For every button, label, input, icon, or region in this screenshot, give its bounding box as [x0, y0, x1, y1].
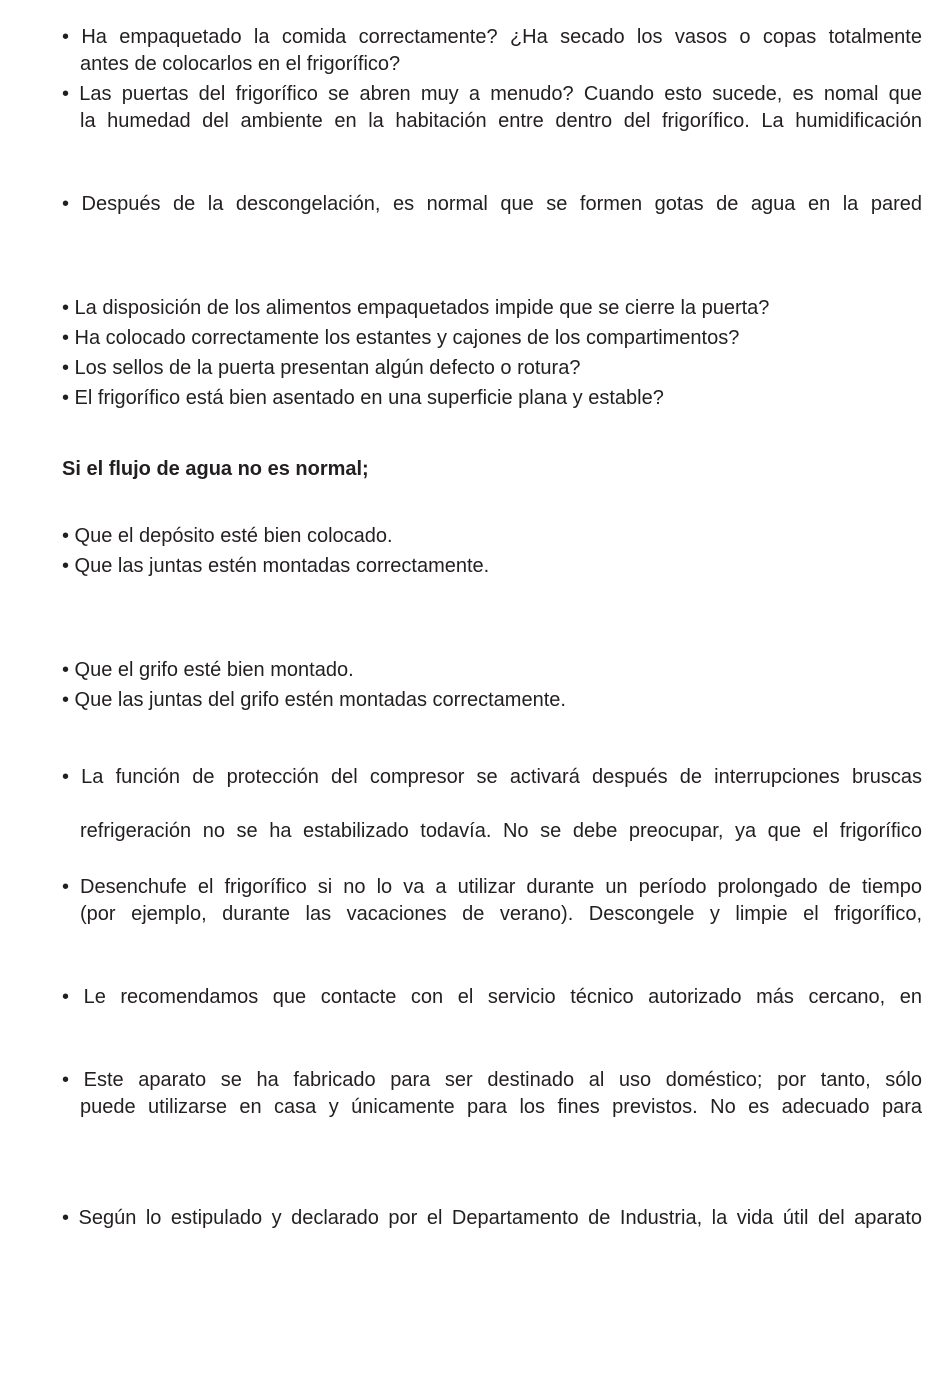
text-line: • Desenchufe el frigorífico si no lo va a utilizar durante un período prolongado de tiempo: [62, 876, 922, 898]
text-line: • Este aparato se ha fabricado para ser destinado al uso doméstico; por tanto, sólo: [62, 1069, 922, 1091]
text-line: • La disposición de los alimentos empaquetados impide que se cierre la puerta?: [62, 297, 770, 319]
text-line: puede utilizarse en casa y únicamente para los fines previstos. No es adecuado para: [80, 1096, 922, 1118]
text-line: • Que el grifo esté bien montado.: [62, 659, 354, 681]
text-line: • Las puertas del frigorífico se abren muy a menudo? Cuando esto sucede, es nomal que: [62, 83, 922, 105]
text-line: refrigeración no se ha estabilizado todavía. No se debe preocupar, ya que el frigorífico: [80, 820, 922, 842]
text-line: • La función de protección del compresor se activará después de interrupciones bruscas: [62, 766, 922, 788]
text-line: • Ha colocado correctamente los estantes y cajones de los compartimentos?: [62, 327, 740, 349]
text-line: • Que las juntas estén montadas correctamente.: [62, 555, 490, 577]
text-line: • Ha empaquetado la comida correctamente? ¿Ha secado los vasos o copas totalmente: [62, 26, 922, 48]
text-line: • El frigorífico está bien asentado en una superficie plana y estable?: [62, 387, 664, 409]
text-line: (por ejemplo, durante las vacaciones de verano). Descongele y limpie el frigorífico,: [80, 903, 922, 925]
text-line: • Después de la descongelación, es normal que se formen gotas de agua en la pared: [62, 193, 922, 215]
text-line: • Los sellos de la puerta presentan algún defecto o rotura?: [62, 357, 581, 379]
section-heading: Si el flujo de agua no es normal;: [62, 458, 369, 480]
text-line: • Le recomendamos que contacte con el servicio técnico autorizado más cercano, en: [62, 986, 922, 1008]
text-line: antes de colocarlos en el frigorífico?: [80, 53, 401, 75]
text-line: • Según lo estipulado y declarado por el Departamento de Industria, la vida útil del aparato: [62, 1207, 922, 1229]
text-line: la humedad del ambiente en la habitación entre dentro del frigorífico. La humidificación: [80, 110, 922, 132]
text-line: • Que las juntas del grifo estén montadas correctamente.: [62, 689, 566, 711]
text-line: • Que el depósito esté bien colocado.: [62, 525, 393, 547]
